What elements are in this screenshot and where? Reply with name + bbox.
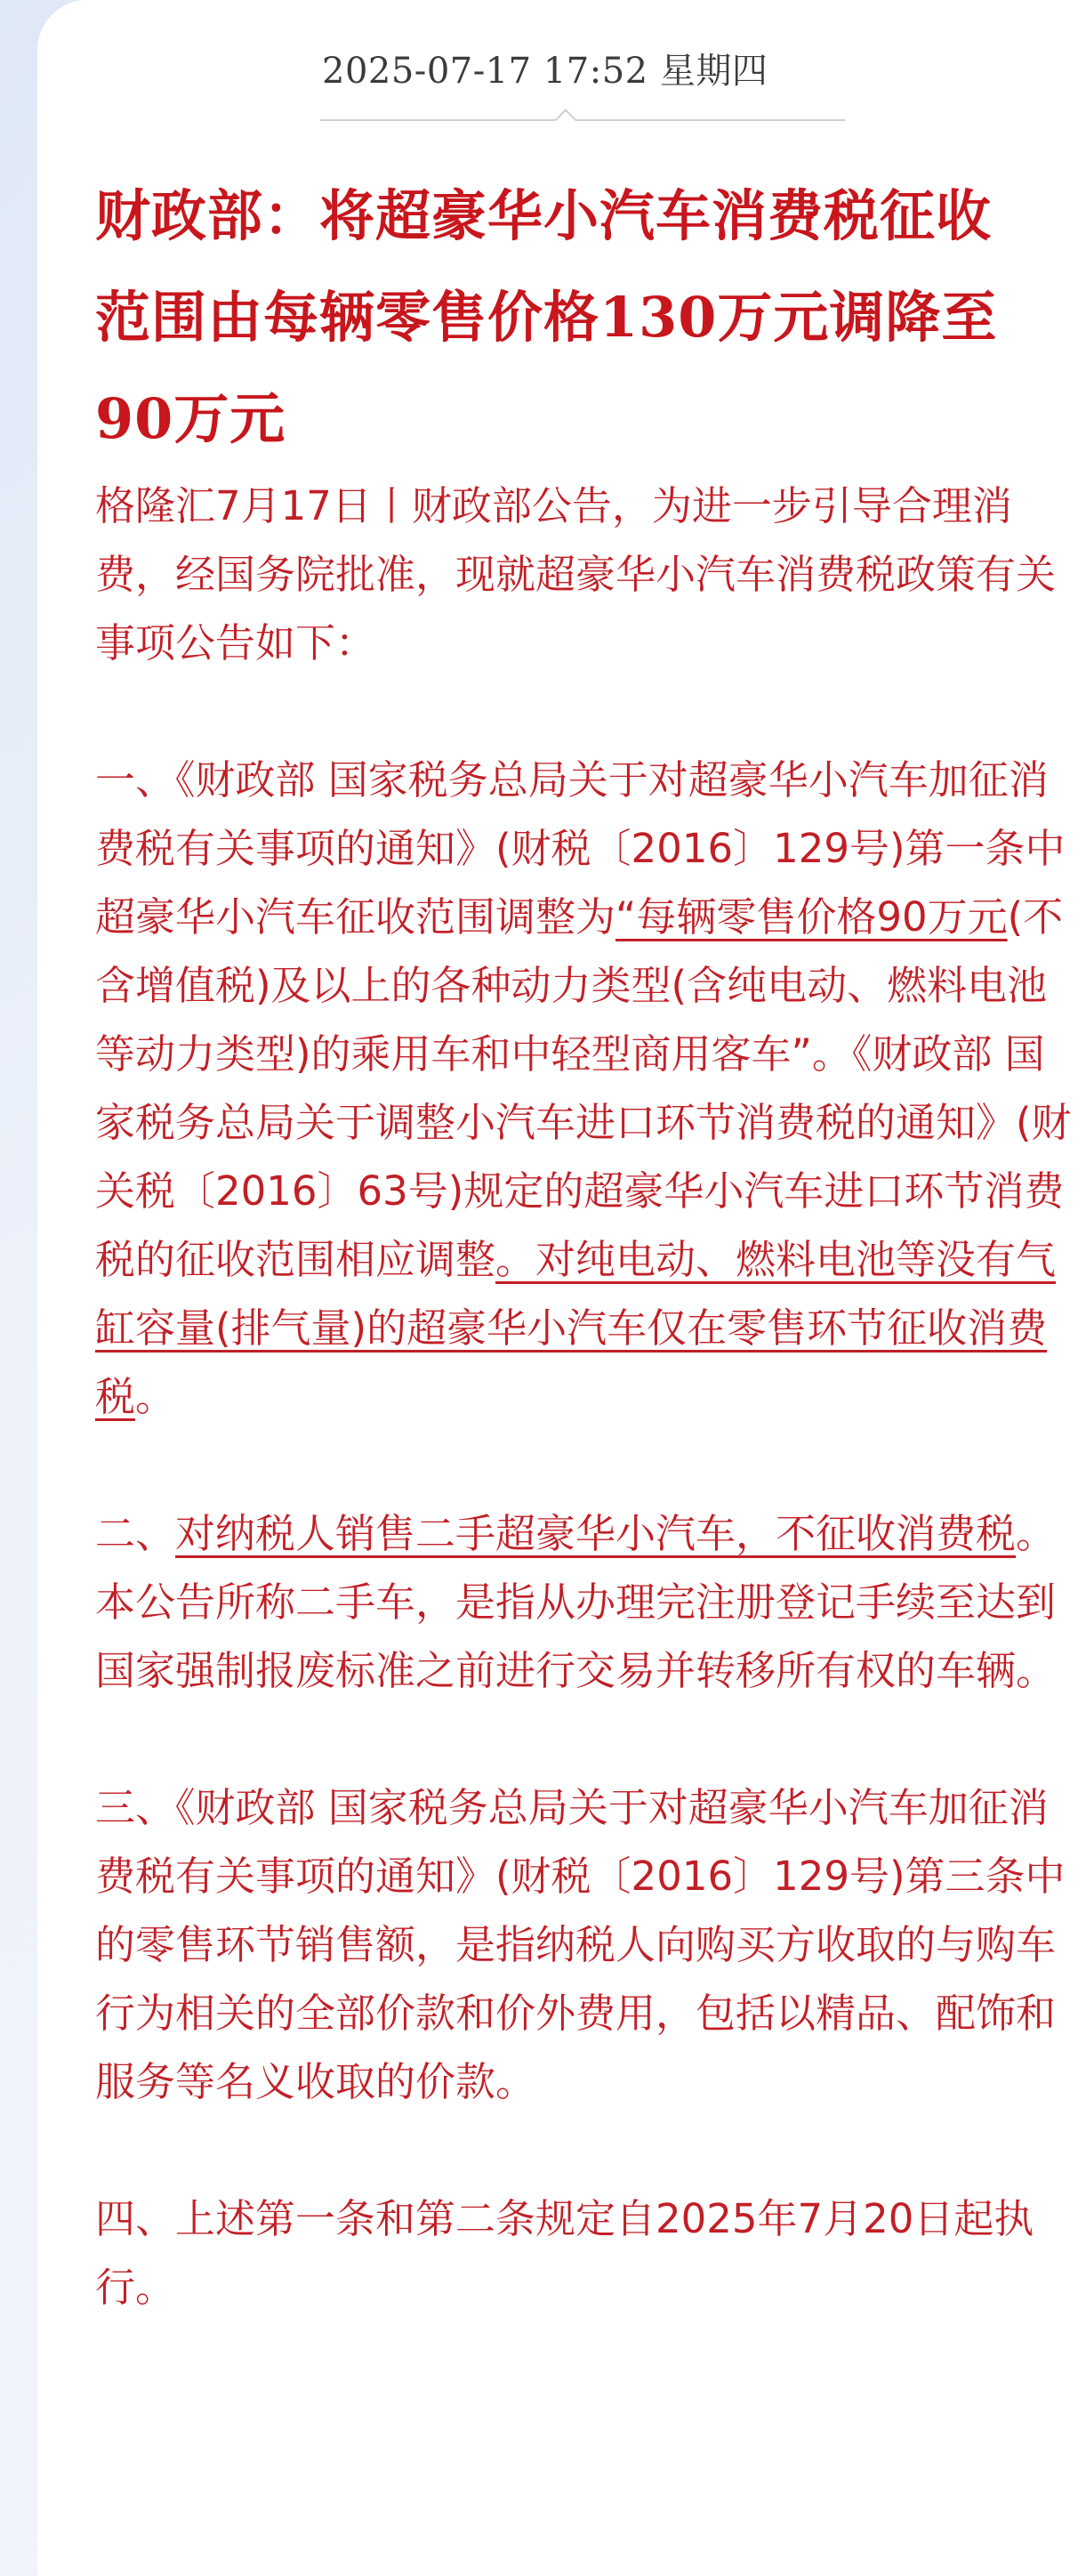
section-one-text-e: 。 bbox=[135, 1373, 176, 1420]
paragraph-gap bbox=[95, 677, 1074, 746]
article-body bbox=[95, 472, 1074, 2322]
section-one-underline-retail: 。对纯电动、燃料电池等没有气缸容量(排气量)的超豪华小汽车仅在零售环节征收消费税 bbox=[95, 1236, 1057, 1420]
section-one-underline-price: “每辆零售价格90万元 bbox=[615, 893, 1008, 941]
section-one bbox=[95, 746, 1074, 1431]
article-title: 财政部：将超豪华小汽车消费税征收范围由每辆零售价格130万元调降至90万元 bbox=[95, 183, 998, 451]
paragraph-gap bbox=[95, 2116, 1074, 2184]
date-divider bbox=[320, 119, 845, 121]
section-two-underline: 对纳税人销售二手超豪华小汽车，不征收消费税 bbox=[175, 1510, 1017, 1557]
section-two-text-c: 。本公告所称二手车，是指从办理完注册登记手续至达到国家强制报废标准之前进行交易并转移所有权的车辆。 bbox=[95, 1510, 1057, 1694]
paragraph-gap bbox=[95, 1705, 1074, 1773]
section-four: 四、上述第一条和第二条规定自2025年7月20日起执行。 bbox=[95, 2195, 1034, 2311]
publish-date: 2025-07-17 17:52 星期四 bbox=[322, 51, 768, 92]
section-three: 三、《财政部 国家税务总局关于对超豪华小汽车加征消费税有关事项的通知》(财税〔2016〕129号)第三条中的零售环节销售额，是指纳税人向购买方收取的与购车行为相关的全部价款和价外费用，包括以精品、配饰和服务等名义收取的价款。 bbox=[95, 1784, 1066, 2105]
section-two-text-a: 二、 bbox=[95, 1510, 176, 1557]
paragraph-gap bbox=[95, 1431, 1074, 1499]
section-two bbox=[95, 1499, 1074, 1705]
date-divider-notch bbox=[554, 109, 576, 131]
section-one-text-a: 一、《财政部 国家税务总局关于对超豪华小汽车加征消费税有关事项的通知》(财税〔2016〕129号)第一条中超豪华小汽车征收范围调整为 bbox=[95, 756, 1066, 941]
intro-paragraph: 格隆汇7月17日丨财政部公告，为进一步引导合理消费，经国务院批准，现就超豪华小汽车消费税政策有关事项公告如下： bbox=[95, 482, 1057, 666]
article-card bbox=[37, 0, 1086, 2576]
section-one-text-c: (不含增值税)及以上的各种动力类型(含纯电动、燃料电池等动力类型)的乘用车和中轻型商用客车”。《财政部 国家税务总局关于调整小汽车进口环节消费税的通知》(财关税〔2016〕63号)规定的超豪华小汽车进口环节消费税的征收范围相应调整 bbox=[95, 893, 1072, 1283]
